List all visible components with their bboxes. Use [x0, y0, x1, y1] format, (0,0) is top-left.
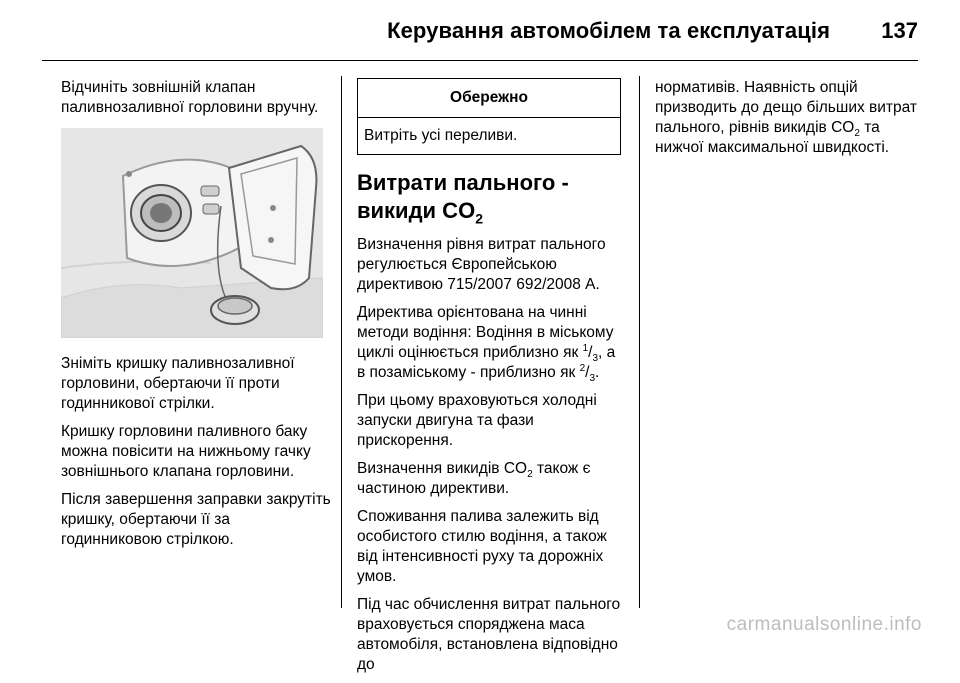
instruction-paragraph: Після завершення заправки закрутіть кришку, обертаючи її за годинниковою стрілкою. [61, 491, 331, 548]
caution-title: Обережно [358, 79, 620, 118]
caution-text: Витріть усі переливи. [364, 127, 518, 144]
intro-paragraph: Відчиніть зовнішній клапан паливнозаливної горловини вручну. [61, 79, 319, 116]
body-paragraph: нормативів. Наявність опцій призводить до дещо більших витрат пального, рівнів викидів $CO_2$ та нижчої максимальної швидкості. [655, 79, 918, 156]
caution-box [357, 78, 621, 155]
instruction-paragraph: Кришку горловини паливного баку можна повісити на нижньому гачку зовнішнього клапана горловини. [61, 423, 311, 480]
page-number: 137 [881, 18, 918, 43]
column-divider-1 [341, 76, 342, 608]
header-divider [42, 60, 918, 61]
fuel-cap-drawing [61, 128, 323, 338]
watermark: carmanualsonline.info [726, 614, 922, 635]
body-paragraph: Визначення рівня витрат пального регулюється Європейською директивою 715/2007 692/2008 A. [357, 236, 606, 293]
body-paragraph: Визначення викидів $CO_2$ також є частиною директиви. [357, 460, 591, 497]
section-heading: Витрати пального - викиди $CO_2$ [357, 170, 569, 227]
page-header-title: Керування автомобілем та експлуатація [387, 18, 830, 43]
body-paragraph: Директива орієнтована на чинні методи водіння: Водіння в міському циклі оцінюється приблизно як $^1/_3$, а в позаміському - приблизно як $^2/_3$. [357, 304, 616, 385]
middle-column [357, 78, 625, 683]
body-paragraph: При цьому враховуються холодні запуски двигуна та фази прискорення. [357, 392, 597, 449]
right-column [655, 78, 925, 166]
column-divider-2 [639, 76, 640, 608]
body-paragraph: Споживання палива залежить від особистого стилю водіння, а також від інтенсивності руху та дорожніх умов. [357, 508, 607, 585]
fuel-cap-illustration [61, 128, 323, 338]
body-paragraph: Під час обчислення витрат пального враховується споряджена маса автомобіля, встановлена відповідно до [357, 596, 621, 673]
left-column [61, 78, 331, 558]
instruction-paragraph: Зніміть кришку паливнозаливної горловини, обертаючи її проти годинникової стрілки. [61, 355, 295, 412]
